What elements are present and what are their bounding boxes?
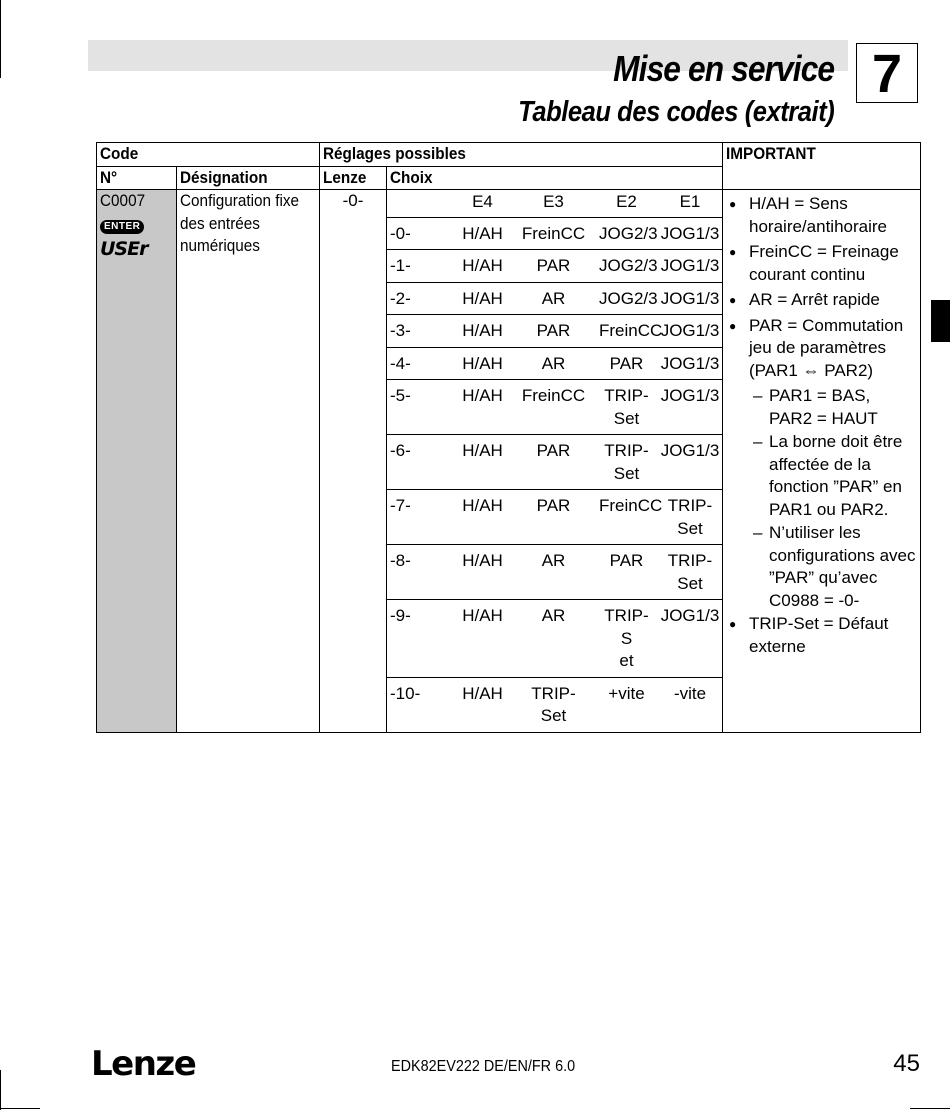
choice-row-cell: H/AH	[462, 321, 503, 340]
choice-row-cell: H/AH	[462, 496, 503, 515]
choice-row-cell: TRIP-S et	[604, 606, 649, 670]
choice-row-cell: -5-	[390, 386, 411, 405]
choice-row-cell: PAR	[609, 551, 644, 570]
choice-row-cell: -7-	[390, 496, 411, 515]
note-bullet-item: ● AR = Arrêt rapide	[727, 289, 916, 312]
choice-row-cell: H/AH	[462, 551, 503, 570]
table-header-row	[97, 143, 921, 167]
choice-row-cell: FreinCC	[599, 496, 663, 515]
chapter-number: 7	[856, 43, 918, 103]
designation-cell	[177, 190, 320, 733]
choice-row-cell: JOG2/3	[599, 223, 658, 243]
choice-row-cell: -3-	[390, 321, 411, 340]
choice-row-cell: PAR	[536, 256, 571, 275]
chapter-side-tab	[931, 300, 950, 342]
choice-row-cell: H/AH	[462, 353, 503, 373]
note-dash-item: – PAR1 = BAS, PAR2 = HAUT	[727, 385, 916, 430]
table-row	[97, 190, 921, 733]
choice-row-cell: AR	[541, 288, 566, 308]
choice-row-cell: H/AH	[462, 223, 503, 243]
choice-row-cell: TRIP- Set	[667, 496, 713, 538]
choice-row-cell: AR	[541, 353, 566, 373]
choice-row-cell: H/AH	[462, 683, 503, 703]
page-number: 45	[893, 1050, 920, 1077]
header-reglages: Réglages possibles	[320, 143, 723, 167]
page-subtitle: Tableau des codes (extrait)	[517, 96, 834, 128]
choice-row-cell: PAR	[536, 321, 571, 340]
note-bullet-item: ● PAR = Commutation jeu de paramètres (PAR1 ⇔ PAR2)	[727, 315, 916, 383]
header-choix: Choix	[387, 166, 723, 190]
note-bullet-item: ● H/AH = Sens horaire/antihoraire	[727, 193, 916, 238]
choice-row-cell: PAR	[609, 353, 644, 373]
code-table	[96, 142, 921, 733]
choice-row-cell: JOG1/3	[660, 223, 720, 243]
code-number: C0007	[100, 191, 146, 210]
choice-grid	[387, 190, 722, 732]
crop-mark	[0, 1070, 1, 1110]
choice-row-cell: -10-	[390, 683, 421, 703]
note-dash-item: – La borne doit être affectée de la fonction ”PAR” en PAR1 ou PAR2.	[727, 431, 916, 521]
choices-cell	[387, 190, 723, 733]
choice-row-cell: FreinCC	[521, 223, 586, 243]
header-lenze: Lenze	[320, 166, 387, 190]
choice-header-cell: E3	[543, 192, 564, 211]
choice-row-cell: PAR	[536, 441, 571, 460]
choice-row-cell: JOG1/3	[660, 386, 720, 405]
choice-header-cell: E4	[472, 192, 493, 211]
choice-header-cell: E2	[616, 192, 637, 211]
choice-row-cell: -4-	[390, 353, 411, 373]
header-num: N°	[97, 166, 177, 190]
choice-row-cell: JOG1/3	[660, 288, 720, 308]
choice-row-cell: TRIP- Set	[531, 683, 576, 725]
choice-row-cell: JOG1/3	[660, 353, 720, 373]
user-menu-icon: USEr	[100, 238, 148, 260]
choice-row-cell: PAR	[536, 496, 571, 515]
choice-row-cell: -6-	[390, 441, 411, 460]
lenze-default-cell	[320, 190, 387, 733]
header-code: Code	[97, 143, 320, 167]
choice-row-cell: JOG2/3	[599, 288, 658, 308]
choice-row-cell: -0-	[390, 223, 411, 243]
choice-row-cell: H/AH	[462, 288, 503, 308]
choice-row-cell: -9-	[390, 606, 411, 625]
crop-mark	[0, 0, 1, 78]
document-reference: EDK82EV222 DE/EN/FR 6.0	[391, 1058, 576, 1075]
choice-row-cell: JOG2/3	[599, 256, 658, 275]
choice-row-cell: -1-	[390, 256, 411, 275]
choice-row-cell: H/AH	[462, 386, 503, 405]
choice-row-cell: JOG1/3	[660, 441, 720, 460]
choice-row-cell: FreinCC	[599, 321, 663, 340]
note-bullet-item: ● TRIP-Set = Défaut externe	[727, 613, 916, 658]
choice-row-cell: TRIP- Set	[667, 551, 713, 593]
choice-row-cell: TRIP- Set	[604, 441, 649, 483]
choice-row-cell: AR	[541, 606, 566, 625]
choice-row-cell: TRIP- Set	[604, 386, 649, 428]
code-number-cell	[97, 190, 177, 733]
crop-mark	[0, 1108, 40, 1109]
choice-row-cell: JOG1/3	[660, 256, 720, 275]
header-designation: Désignation	[177, 166, 320, 190]
choice-row-cell: +vite	[608, 683, 645, 703]
choice-row-cell: -8-	[390, 551, 411, 570]
note-bullet-item: ● FreinCC = Freinage courant continu	[727, 241, 916, 286]
note-dash-item: – N’utiliser les configurations avec ”PAR” qu’avec C0988 = -0-	[727, 522, 916, 612]
header-important: IMPORTANT	[723, 143, 921, 190]
enter-icon: ENTER	[100, 220, 144, 234]
page-title: Mise en service	[612, 48, 834, 89]
choice-row-cell: JOG1/3	[660, 606, 720, 625]
choice-row-cell: -2-	[390, 288, 411, 308]
choice-row-cell: FreinCC	[521, 386, 586, 405]
choice-row-cell: JOG1/3	[660, 321, 720, 340]
notes-list	[723, 190, 920, 658]
choice-header-cell: E1	[679, 192, 701, 211]
designation-text: Configuration fixe des entrées numériques	[180, 191, 300, 255]
lenze-default-value: -0-	[342, 191, 364, 210]
choice-row-cell: H/AH	[462, 606, 503, 625]
choice-header-cell	[387, 190, 454, 217]
choice-row-cell: -vite	[673, 683, 707, 703]
choice-row-cell: H/AH	[462, 441, 503, 460]
notes-cell	[723, 190, 921, 733]
choice-row-cell: AR	[541, 551, 566, 570]
lenze-logo: Lenze	[91, 1044, 196, 1084]
crop-mark	[910, 1108, 950, 1109]
choice-row-cell: H/AH	[462, 256, 503, 275]
